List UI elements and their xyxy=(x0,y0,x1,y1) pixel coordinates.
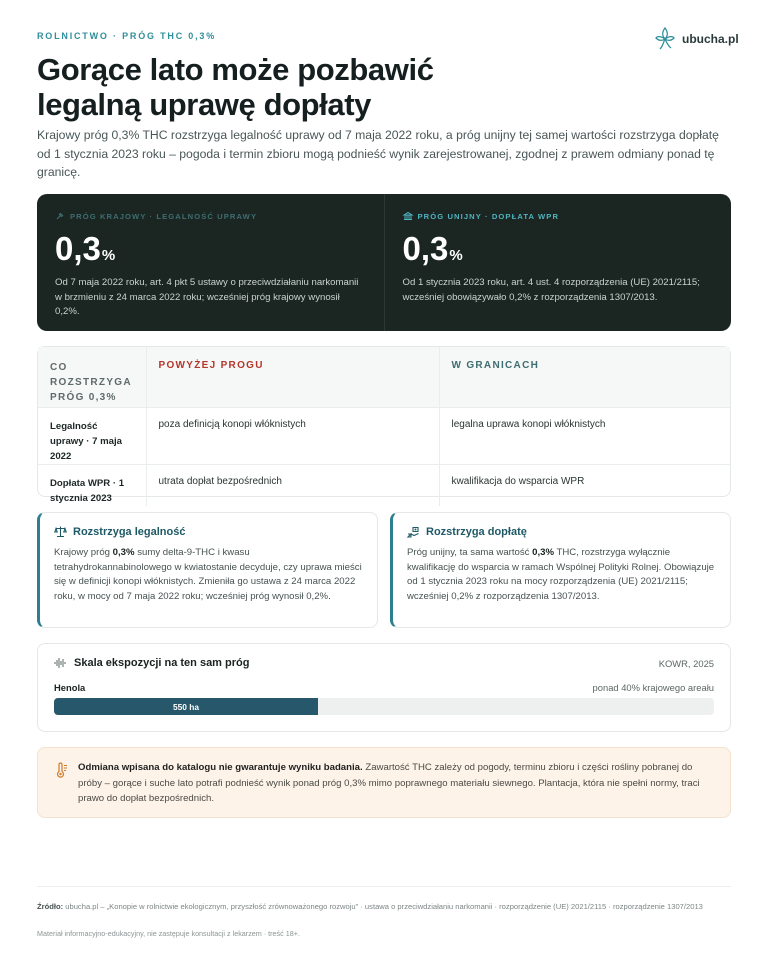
subsidy-title-text: Rozstrzyga dopłatę xyxy=(426,525,527,538)
eu-threshold-desc: Od 1 stycznia 2023 roku, art. 4 ust. 4 rozporządzenia (UE) 2021/2115; wcześniej obowiązywało 0,2% z rozporządzenia 1307/2013. xyxy=(402,277,700,303)
warning-box xyxy=(37,747,731,818)
national-threshold-desc: Od 7 maja 2022 roku, art. 4 pkt 5 ustawy o przeciwdziałaniu narkomanii w brzmieniu z 24 marca 2022 roku; wcześniej próg krajowy wynosił 0,2%. xyxy=(55,277,359,317)
legality-card-title xyxy=(54,525,363,538)
exposure-title-text: Skala ekspozycji na ten sam próg xyxy=(74,657,250,669)
footer-source-label: Źródło: xyxy=(37,902,64,911)
thresholds-panel xyxy=(37,194,731,331)
national-threshold-title: PRÓG KRAJOWY · LEGALNOŚĆ UPRAWY xyxy=(70,211,258,221)
legality-bold: 0,3% xyxy=(112,547,135,558)
footer-source-text: ubucha.pl – „Konopie w rolnictwie ekologicznym, przyszłość zrównoważonego rozwoju” · ustawa o przeciwdziałaniu narkomanii · rozporządzenie (UE) 2021/2115 · rozporządzenie 1307/2013 xyxy=(63,902,703,911)
hemp-leaf-icon xyxy=(654,26,676,52)
exposure-scale xyxy=(37,643,731,732)
thermometer-icon xyxy=(54,762,70,778)
legality-title-text: Rozstrzyga legalność xyxy=(73,525,186,538)
table-header-within: W GRANICACH xyxy=(439,347,730,407)
national-threshold xyxy=(37,194,384,331)
brand-name: ubucha.pl xyxy=(682,32,739,46)
legality-card xyxy=(37,512,378,628)
eu-threshold-label xyxy=(403,211,714,221)
legality-text-2: sumy delta-9-THC i kwasu tetrahydrokannabinolowego w kwiatostanie decyduje, czy uprawa mieści się w definicji konopi włóknistych. Zmieniła go ustawa z 24 marca 2022 roku, w mocy od 7 maja 2022 roku; wcześniej próg wynosił 0,2%. xyxy=(54,547,362,602)
warning-bold: Odmiana wpisana do katalogu nie gwarantuje wyniku badania. xyxy=(78,762,363,773)
exposure-bar-fill xyxy=(54,698,318,715)
exposure-source: KOWR, 2025 xyxy=(658,657,714,669)
cell-within: kwalifikacja do wsparcia WPR xyxy=(439,464,730,506)
table-header-above: POWYŻEJ PROGU xyxy=(146,347,439,407)
subsidy-card-body xyxy=(407,546,716,604)
footer-source xyxy=(37,901,731,913)
comparison-table xyxy=(37,346,731,504)
subsidy-text-2: THC, rozstrzyga wyłącznie kwalifikację do wsparcia w ramach Wspólnej Polityki Rolnej. Obowiązuje od 1 stycznia 2023 roku na mocy rozporządzenia (UE) 2021/2115; wcześniej 0,2% z rozporządzenia 1307/2013. xyxy=(407,547,715,602)
subsidy-bold: 0,3% xyxy=(532,547,555,558)
eu-threshold-title: PRÓG UNIJNY · DOPŁATA WPR xyxy=(417,211,560,221)
exposure-bar xyxy=(54,698,714,715)
legality-card-body xyxy=(54,546,363,604)
variety-note: ponad 40% krajowego areału xyxy=(592,682,714,693)
gavel-icon xyxy=(55,211,65,221)
lead-paragraph: Krajowy próg 0,3% THC rozstrzyga legalność uprawy od 7 maja 2022 roku, a próg unijny tej samej wartości rozstrzyga dopłatę od 1 stycznia 2023 roku – pogoda i termin zbioru mogą podnieść wynik zarejestrowanej, zgodnej z prawem odmiany ponad tę granicę. xyxy=(37,128,719,179)
subsidy-card-title xyxy=(407,525,716,538)
eu-value: 0,3 xyxy=(402,230,449,267)
footer-divider xyxy=(37,886,731,887)
title-line-1: Gorące lato może pozbawić xyxy=(37,52,434,87)
row-label: Dopłata WPR · 1 stycznia 2023 xyxy=(50,477,125,504)
footer-disclaimer: Materiał informacyjno-edukacyjny, nie zastępuje konsultacji z lekarzem · treść 18+. xyxy=(37,929,300,938)
cell-above: poza definicją konopi włóknistych xyxy=(146,407,439,464)
variety-name: Henola xyxy=(54,682,86,693)
eu-unit: % xyxy=(449,247,463,264)
eu-threshold xyxy=(384,194,732,331)
subsidy-card xyxy=(390,512,731,628)
table-row xyxy=(38,407,730,464)
exposure-bar-label: 550 ha xyxy=(172,701,200,712)
scales-icon xyxy=(54,525,67,538)
cell-within: legalna uprawa konopi włóknistych xyxy=(439,407,730,464)
row-label: Legalność uprawy · 7 maja 2022 xyxy=(38,407,146,464)
kicker: ROLNICTWO · PRÓG THC 0,3% xyxy=(37,31,217,41)
table-row xyxy=(38,464,730,506)
brand-logo[interactable] xyxy=(654,26,739,52)
audio-bars-icon xyxy=(54,657,67,669)
subsidy-text-1: Próg unijny, ta sama wartość xyxy=(407,547,533,558)
cell-above: utrata dopłat bezpośrednich xyxy=(146,464,439,506)
money-hand-icon xyxy=(407,525,420,538)
page-title xyxy=(37,52,637,122)
eu-threshold-value xyxy=(403,231,714,274)
title-line-2: legalną uprawę dopłaty xyxy=(37,87,372,122)
table-header-subject: CO ROZSTRZYGA PRÓG 0,3% xyxy=(38,347,146,407)
national-threshold-label xyxy=(55,211,366,221)
warning-text xyxy=(78,760,710,807)
national-threshold-value xyxy=(55,231,366,274)
warning-body: Zawartość THC zależy od pogody, terminu zbioru i części rośliny pobranej do próby – gorące i suche lato potrafi podnieść wynik ponad próg 0,3% mimo poprawnego materiału siewnego. Plantacja, która nie spełni normy, traci prawo do dopłat bezpośrednich. xyxy=(78,762,700,804)
national-unit: % xyxy=(101,247,116,264)
national-value: 0,3 xyxy=(55,230,101,267)
institution-icon xyxy=(403,211,413,221)
legality-text-1: Krajowy próg xyxy=(54,547,113,558)
exposure-scale-title xyxy=(54,657,249,669)
